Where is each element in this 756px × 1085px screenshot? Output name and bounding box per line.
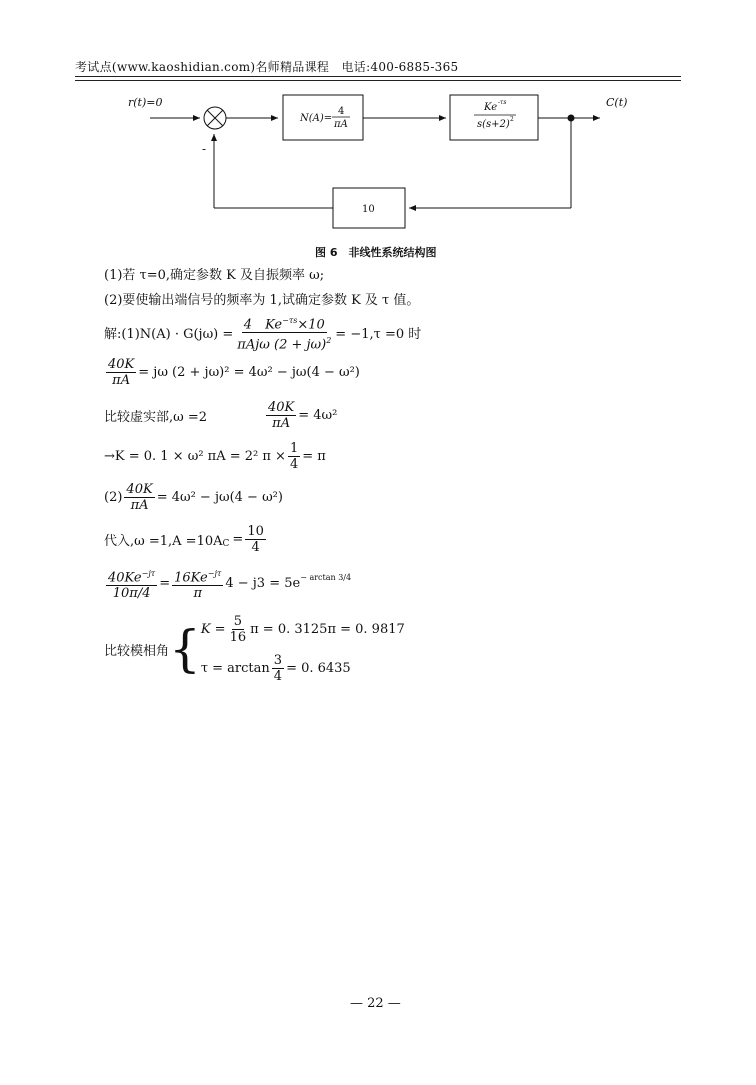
solution-line-7 [104,566,351,601]
l2-rest: = jω (2 + jω)² = 4ω² − jω(4 − ω²) [138,365,360,380]
l2-num: 40K [108,357,135,372]
l1-fraction [235,313,333,353]
l8-cases [201,614,405,684]
block1-den: πA [334,119,348,130]
input-label: r(t)=0 [128,96,163,109]
l7-den1: 10π/4 [112,586,151,602]
l8-k-den: 16 [229,630,247,645]
l8-k-row [201,614,405,645]
l8-t-fraction [272,653,284,684]
l1-suffix: = −1,τ =0 时 [335,327,422,343]
page-number: — 22 — [350,996,401,1011]
l8-k-fraction [228,614,249,645]
l5-fraction [124,482,154,513]
l3-fraction [266,400,296,431]
l7-rest: 4 − j3 = 5e [225,576,301,592]
block2-den: s(s+2) [477,119,510,130]
l4-text: →K = 0. 1 × ω² πA = 2² π × [104,449,286,464]
l7-num2-sup: −jτ [207,569,222,578]
l5-prefix: (2) [104,490,123,505]
l7-den2: π [193,586,202,602]
solution-line-8 [104,614,405,684]
l8-t-row [201,653,405,684]
l6-den: 4 [251,540,260,555]
l1-num-tail: ×10 [297,317,325,333]
l3-rest: = 4ω² [298,408,338,423]
l8-k-prefix: K = [200,622,226,637]
output-label: C(t) [606,96,628,109]
feedback-gain: 10 [362,204,375,215]
l6-sub: C [222,538,230,549]
l4-num: 1 [289,441,299,456]
l4-fraction [288,441,300,472]
l4-den: 4 [289,457,299,472]
l5-num: 40K [126,482,153,497]
solution-line-2 [104,357,360,388]
block-diagram [0,0,756,240]
solution-line-4 [104,441,326,472]
l7-num1: 40Ke [108,570,142,586]
figure-caption: 图 6 非线性系统结构图 [315,246,437,259]
l6-eq: = [232,532,244,547]
l8-text: 比较模相角 [104,643,170,659]
l1-prefix: 解:(1)N(A) · G(jω) = [104,327,234,343]
block1-left: N(A)= [300,113,333,124]
l7-fraction-1 [106,566,157,601]
solution-line-1 [104,313,421,353]
l5-den: πA [130,498,149,513]
l7-rest-sup: − arctan 3/4 [300,573,352,583]
page-header: 考试点(www.kaoshidian.com)名师精品课程 电话:400-6885-365 [75,60,459,74]
solution-line-6 [104,524,268,555]
l6-text: 代入,ω =1,A =10A [104,534,223,549]
block2-num: Ke [484,102,498,113]
l2-fraction [106,357,136,388]
l2-den: πA [112,373,131,388]
l1-den: πAjω (2 + jω) [237,337,327,353]
l1-num-sup: −τs [282,316,298,325]
question-2: (2)要使输出端信号的频率为 1,试确定参数 K 及 τ 值。 [104,293,420,308]
l3-text: 比较虚实部,ω =2 [104,410,208,425]
l8-t-den: 4 [273,669,283,684]
l1-den-sup: 2 [326,336,332,346]
l6-fraction [245,524,266,555]
l8-k-rest: π = 0. 3125π = 0. 9817 [250,622,405,637]
l7-num1-sup: −jτ [141,569,156,578]
l4-rest: = π [302,449,326,464]
l7-num2: 16Ke [174,570,208,586]
l7-eq: = [159,576,171,592]
l8-t-prefix: τ = arctan [200,661,270,676]
l8-k-num: 5 [233,614,242,629]
l5-rest: = 4ω² − jω(4 − ω²) [156,490,283,505]
block2-num-sup: -τs [498,99,507,106]
l8-t-rest: = 0. 6435 [286,661,351,676]
left-brace-icon: { [169,620,201,678]
l8-t-num: 3 [273,653,283,668]
l6-num: 10 [247,524,264,539]
block1-num: 4 [338,106,345,117]
l3-num: 40K [268,400,295,415]
block2-den-sup: 2 [510,116,514,123]
l1-num: 4 Ke [243,317,283,333]
l7-fraction-2 [172,566,223,601]
question-1: (1)若 τ=0,确定参数 K 及自振频率 ω; [104,268,325,283]
l3-den: πA [272,416,291,431]
minus-sign: - [202,142,207,156]
solution-line-5 [104,482,283,513]
solution-line-3 [104,400,337,431]
